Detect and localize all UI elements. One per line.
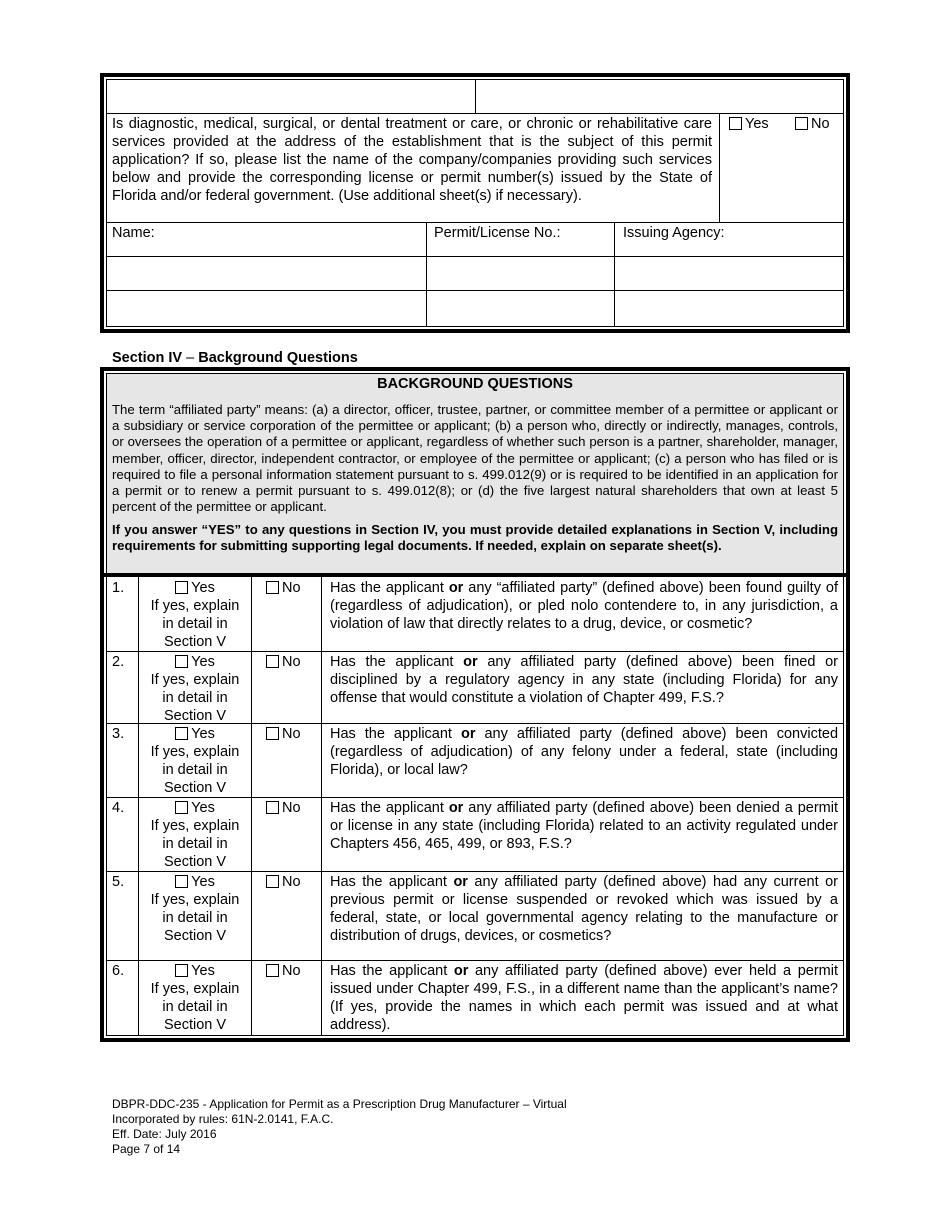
- yes-option[interactable]: Yes If yes, explain in detail in Section V: [150, 963, 240, 1033]
- yes-checkbox[interactable]: [175, 581, 188, 594]
- yes-checkbox[interactable]: [175, 875, 188, 888]
- yes-checkbox[interactable]: [175, 655, 188, 668]
- question-text: Has the applicant or any affiliated party (defined above) had any current or previous permit or license suspended or revoked which was issued by a federal, state, or local governmental agency relating to the manufacture or distribution of drugs, devices, or cosmetics?: [330, 874, 838, 944]
- background-title: BACKGROUND QUESTIONS: [377, 376, 573, 392]
- name-cell-2[interactable]: [107, 291, 425, 326]
- col-permit-header: Permit/License No.:: [434, 225, 561, 241]
- yes-instruction: If you answer “YES” to any questions in Section IV, you must provide detailed explanations in Section V, including requirements for submitting supporting legal documents. If needed, explain on separate sheet(s).: [112, 522, 838, 554]
- yes-option[interactable]: Yes If yes, explain in detail in Section V: [150, 654, 240, 724]
- permit-cell-2[interactable]: [427, 291, 613, 326]
- footer-form-id: DBPR-DDC-235 - Application for Permit as a Prescription Drug Manufacturer – Virtual: [112, 1097, 567, 1111]
- col-agency-header: Issuing Agency:: [623, 225, 725, 241]
- name-cell-1[interactable]: [107, 257, 425, 289]
- footer-rules: Incorporated by rules: 61N-2.0141, F.A.C.: [112, 1112, 334, 1126]
- services-question: Is diagnostic, medical, surgical, or dental treatment or care, or chronic or rehabilitative care services provided at the address of the establishment that is the subject of this permit application? If so, please list the name of the company/companies providing such services below and provide the corresponding license or permit number(s) issued by the State of Florida and/or federal government. (Use additional sheet(s) if necessary).: [112, 116, 712, 204]
- question-number: 2.: [112, 654, 125, 670]
- footer-eff-date: Eff. Date: July 2016: [112, 1127, 217, 1141]
- question-text: Has the applicant or any “affiliated party” (defined above) been found guilty of (regardless of adjudication), or pled nolo contendere to, in any jurisdiction, a violation of law that directly relates to a drug, device, or cosmetic?: [330, 580, 838, 632]
- permit-cell-1[interactable]: [427, 257, 613, 289]
- services-no-checkbox[interactable]: [795, 117, 808, 130]
- services-no-option[interactable]: No: [795, 115, 830, 133]
- section-heading: Section IV – Background Questions: [112, 350, 358, 366]
- no-option[interactable]: No: [266, 653, 301, 671]
- footer-page-number: Page 7 of 14: [112, 1142, 181, 1156]
- no-option[interactable]: No: [266, 579, 301, 597]
- question-text: Has the applicant or any affiliated party (defined above) ever held a permit issued under Chapter 499, F.S., in a different name than the applicant’s name? (If yes, provide the names in which each permit was issued and at what address).: [330, 963, 839, 1033]
- no-option[interactable]: No: [266, 725, 301, 743]
- affiliated-party-definition: The term “affiliated party” means: (a) a director, officer, trustee, partner, or committee member of a permittee or applicant or a subsidiary or service corporation of the permittee or applicant; (b) a person who, directly or indirectly, manages, controls, or oversees the operation of a permittee or applicant, regardless of whether such person is a partner, shareholder, manager, member, officer, director, independent contractor, or employee of the permittee or applicant; (c) a person who has filed or is required to file a personal information statement pursuant to s. 499.012(9) or is required to be identified in an application for a permit or to renew a permit pursuant to s. 499.012(8); or (d) the five largest natural shareholders that own at least 5 percent of the permittee or applicant.: [112, 402, 838, 515]
- question-text: Has the applicant or any affiliated party (defined above) been fined or disciplined by a regulatory agency in any state (including Florida) for any offense that would constitute a violation of Chapter 499, F.S.?: [330, 654, 838, 706]
- question-number: 3.: [112, 726, 125, 742]
- question-text: Has the applicant or any affiliated party (defined above) been denied a permit or license in any state (including Florida) related to an activity regulated under Chapters 456, 465, 499, or 893, F.S.?: [330, 800, 838, 852]
- yes-option[interactable]: Yes If yes, explain in detail in Section V: [150, 800, 240, 870]
- yes-option[interactable]: Yes If yes, explain in detail in Section V: [150, 580, 240, 650]
- services-yes-checkbox[interactable]: [729, 117, 742, 130]
- yes-option[interactable]: Yes If yes, explain in detail in Section V: [150, 726, 240, 796]
- agency-cell-1[interactable]: [615, 257, 843, 289]
- no-checkbox[interactable]: [266, 655, 279, 668]
- no-option[interactable]: No: [266, 799, 301, 817]
- no-checkbox[interactable]: [266, 964, 279, 977]
- no-option[interactable]: No: [266, 962, 301, 980]
- col-name-header: Name:: [112, 225, 155, 241]
- question-number: 6.: [112, 963, 125, 979]
- question-number: 1.: [112, 580, 125, 596]
- yes-checkbox[interactable]: [175, 801, 188, 814]
- no-checkbox[interactable]: [266, 875, 279, 888]
- question-text: Has the applicant or any affiliated party (defined above) been convicted (regardless of adjudication) of any felony under a federal, state (including Florida), or local law?: [330, 726, 839, 778]
- services-yes-option[interactable]: Yes: [729, 115, 769, 133]
- question-number: 5.: [112, 874, 125, 890]
- no-checkbox[interactable]: [266, 727, 279, 740]
- no-checkbox[interactable]: [266, 801, 279, 814]
- no-checkbox[interactable]: [266, 581, 279, 594]
- yes-checkbox[interactable]: [175, 964, 188, 977]
- no-option[interactable]: No: [266, 873, 301, 891]
- agency-cell-2[interactable]: [615, 291, 843, 326]
- question-number: 4.: [112, 800, 125, 816]
- yes-checkbox[interactable]: [175, 727, 188, 740]
- yes-option[interactable]: Yes If yes, explain in detail in Section V: [150, 874, 240, 944]
